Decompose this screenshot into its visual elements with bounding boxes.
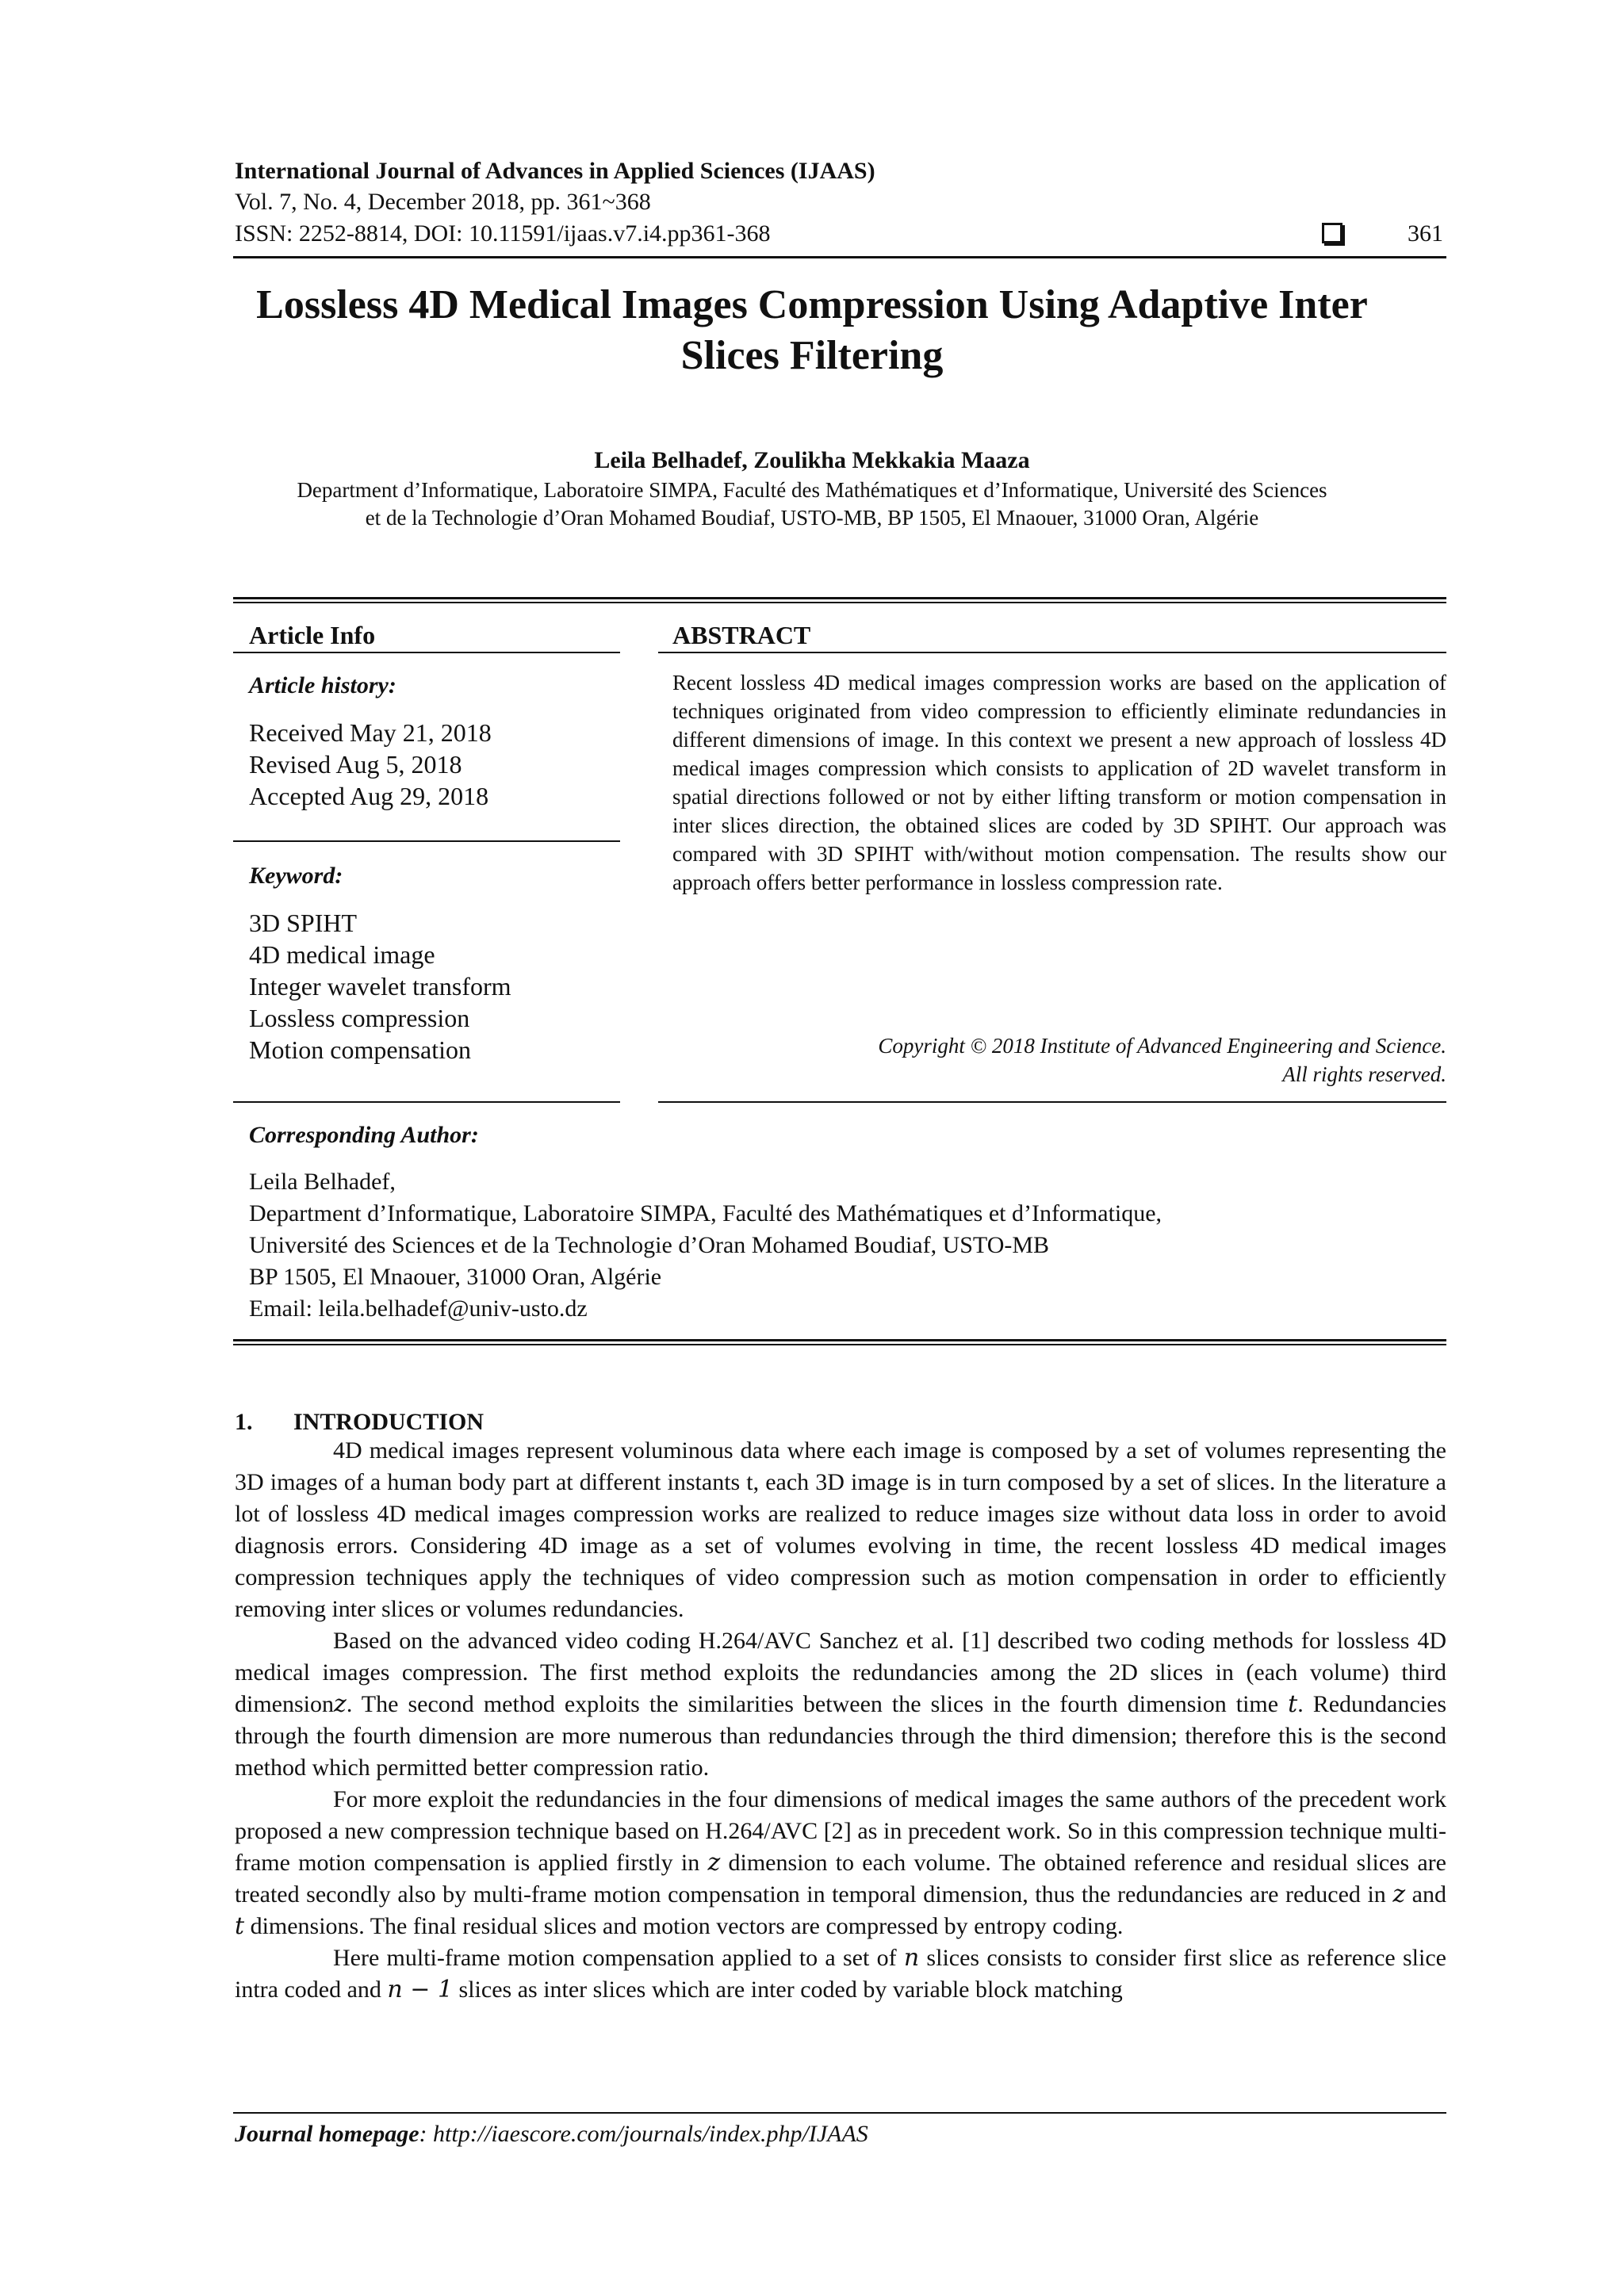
math-variable: n bbox=[903, 1944, 920, 1972]
section-heading-introduction bbox=[235, 1406, 484, 1438]
abstract-bottom-rule bbox=[658, 1101, 1446, 1103]
checkbox-square-icon bbox=[1322, 223, 1342, 243]
section-number: 1. bbox=[235, 1409, 253, 1435]
math-variable: t bbox=[1288, 1690, 1298, 1718]
corresponding-name: Leila Belhadef, bbox=[249, 1169, 396, 1195]
history-revised: Revised Aug 5, 2018 bbox=[249, 750, 462, 779]
math-expression: n − 1 bbox=[387, 1976, 454, 2003]
keyword-item: 3D SPIHT bbox=[249, 909, 358, 937]
affiliation-line-1: Department d’Informatique, Laboratoire SIMPA, Faculté des Mathématiques et d’Informatique, Université des Sciences bbox=[297, 478, 1327, 502]
abstract-rule bbox=[658, 652, 1446, 653]
keyword-label: Keyword: bbox=[249, 863, 343, 889]
history-received: Received May 21, 2018 bbox=[249, 718, 492, 747]
corresponding-email: Email: leila.belhadef@univ-usto.dz bbox=[249, 1295, 588, 1322]
keyword-list bbox=[249, 907, 511, 1066]
title-line-1: Lossless 4D Medical Images Compression Using Adaptive Inter bbox=[256, 282, 1368, 327]
paragraph: For more exploit the redundancies in the four dimensions of medical images the same authors of the precedent work proposed a new compression technique based on H.264/AVC [2] as in precedent work. So in this compression technique multi-frame motion compensation is applied firstly in z dimension to each volume. The obtained reference and residual slices are treated secondly also by multi-frame motion compensation in temporal dimension, thus the redundancies are reduced in z and t dimensions. The final residual slices and motion vectors are compressed by entropy coding. bbox=[235, 1786, 1446, 1940]
homepage-label: Journal homepage bbox=[235, 2121, 419, 2147]
header-divider bbox=[233, 256, 1446, 258]
article-info-heading: Article Info bbox=[249, 621, 376, 649]
affiliation-line-2: et de la Technologie d’Oran Mohamed Boudiaf, USTO-MB, BP 1505, El Mnaouer, 31000 Oran, Algérie bbox=[365, 506, 1259, 530]
section-title: INTRODUCTION bbox=[293, 1409, 485, 1435]
info-bottom-rule bbox=[233, 1101, 620, 1103]
title-line-2: Slices Filtering bbox=[680, 333, 944, 378]
copyright-notice bbox=[672, 1031, 1446, 1089]
homepage-url[interactable]: : http://iaescore.com/journals/index.php/IJAAS bbox=[419, 2121, 868, 2147]
abstract-heading: ABSTRACT bbox=[672, 621, 811, 649]
keyword-item: Lossless compression bbox=[249, 1004, 470, 1032]
paragraph: Based on the advanced video coding H.264/AVC Sanchez et al. [1] described two coding methods for lossless 4D medical images compression. The first method exploits the redundancies among the 2D slices in (each volume) third dimensionz. The second method exploits the similarities between the slices in the fourth dimension time t. Redundancies through the fourth dimension are more numerous than redundancies through the third dimension; therefore this is the second method which permitted better compression ratio. bbox=[235, 1628, 1447, 1781]
footer-divider bbox=[233, 2112, 1446, 2114]
article-info-rule bbox=[233, 652, 620, 653]
paragraph: Here multi-frame motion compensation applied to a set of n slices consists to consider first slice as reference slice intra coded and n − 1 slices as inter slices which are inter coded by variable block matching bbox=[235, 1944, 1446, 2003]
page-number: 361 bbox=[1408, 220, 1443, 247]
math-variable: z bbox=[1392, 1881, 1406, 1908]
article-history-list bbox=[249, 717, 492, 812]
info-box-top-rule bbox=[233, 597, 1446, 603]
math-variable: z bbox=[334, 1690, 347, 1718]
journal-issn-doi: ISSN: 2252-8814, DOI: 10.11591/ijaas.v7.i4.pp361-368 bbox=[235, 220, 771, 247]
introduction-body bbox=[235, 1435, 1446, 2006]
abstract-text: Recent lossless 4D medical images compression works are based on the application of techniques originated from video compression to efficiently eliminate redundancies in different dimensions of image. In this context we present a new approach of lossless 4D medical images compression which consists to application of 2D wavelet transform in spatial directions followed or not by either lifting transform or motion compensation in inter slices direction, the obtained slices are coded by 3D SPIHT. Our approach was compared with 3D SPIHT with/without motion compensation. The results show our approach offers better performance in lossless compression rate. bbox=[672, 671, 1446, 894]
journal-homepage bbox=[235, 2120, 868, 2149]
history-accepted: Accepted Aug 29, 2018 bbox=[249, 782, 489, 810]
keyword-item: Motion compensation bbox=[249, 1035, 471, 1064]
math-variable: t bbox=[235, 1912, 245, 1940]
copyright-line-1: Copyright © 2018 Institute of Advanced Engineering and Science. bbox=[878, 1034, 1446, 1058]
paper-title bbox=[190, 280, 1434, 381]
corresponding-university: Université des Sciences et de la Technologie d’Oran Mohamed Boudiaf, USTO-MB bbox=[249, 1232, 1050, 1258]
paragraph: 4D medical images represent voluminous data where each image is composed by a set of volumes representing the 3D images of a human body part at different instants t, each 3D image is in turn composed by a set of slices. In the literature a lot of lossless 4D medical images compression works are realized to reduce images size without data loss in order to avoid diagnosis errors. Considering 4D image as a set of volumes evolving in time, the recent lossless 4D medical images compression techniques apply the techniques of video compression such as motion compensation in order to efficiently removing inter slices or volumes redundancies. bbox=[235, 1437, 1446, 1622]
keyword-item: Integer wavelet transform bbox=[249, 972, 511, 1001]
corresponding-author-details bbox=[249, 1166, 1162, 1325]
corresponding-author-label: Corresponding Author: bbox=[249, 1122, 479, 1148]
corresponding-address: BP 1505, El Mnaouer, 31000 Oran, Algérie bbox=[249, 1264, 662, 1290]
keyword-rule bbox=[233, 840, 620, 842]
copyright-line-2: All rights reserved. bbox=[1282, 1062, 1446, 1086]
keyword-item: 4D medical image bbox=[249, 940, 435, 969]
affiliation bbox=[198, 476, 1426, 532]
info-box-bottom-rule bbox=[233, 1339, 1446, 1345]
journal-name: International Journal of Advances in Applied Sciences (IJAAS) bbox=[235, 158, 875, 184]
journal-volume: Vol. 7, No. 4, December 2018, pp. 361~368 bbox=[235, 189, 651, 215]
math-variable: z bbox=[707, 1849, 721, 1877]
corresponding-department: Department d’Informatique, Laboratoire SIMPA, Faculté des Mathématiques et d’Informatique, bbox=[249, 1200, 1162, 1226]
authors: Leila Belhadef, Zoulikha Mekkakia Maaza bbox=[594, 447, 1030, 473]
article-history-label: Article history: bbox=[249, 672, 396, 698]
